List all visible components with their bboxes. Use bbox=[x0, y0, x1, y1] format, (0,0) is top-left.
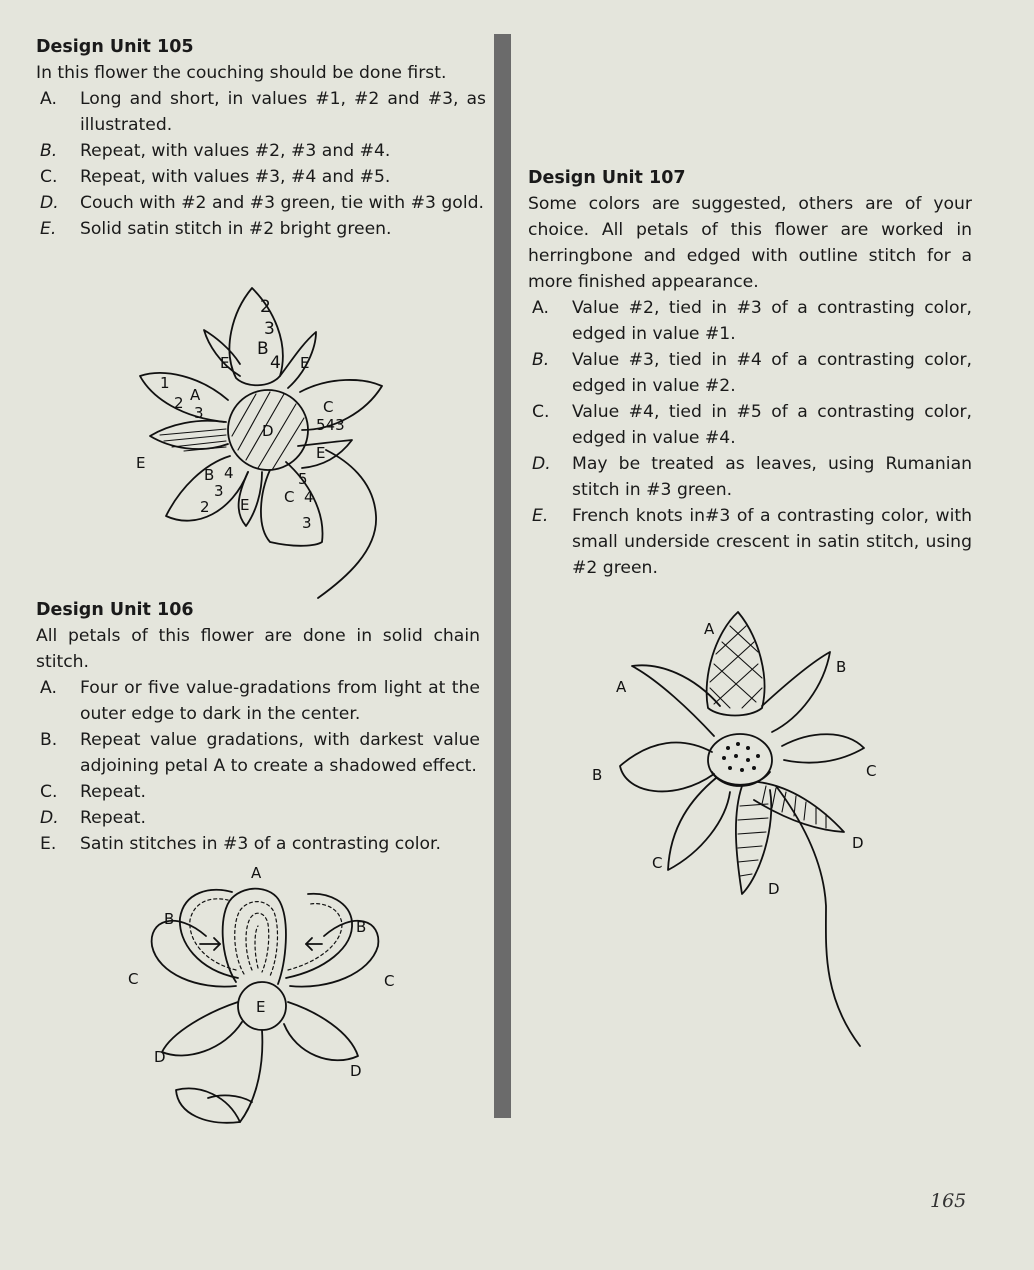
svg-text:E: E bbox=[300, 354, 310, 372]
list-item: D. May be treated as leaves, using Rumanian stitch in #3 green. bbox=[532, 454, 972, 500]
svg-text:5: 5 bbox=[298, 470, 308, 488]
svg-text:2: 2 bbox=[174, 394, 184, 412]
unit-106-intro: All petals of this flower are done in solid chain stitch. bbox=[36, 626, 480, 672]
svg-text:B: B bbox=[356, 918, 367, 936]
flower-105-illustration bbox=[120, 280, 400, 605]
svg-text:E: E bbox=[240, 496, 250, 514]
list-item: E. Satin stitches in #3 of a contrasting color. bbox=[40, 834, 441, 854]
design-unit-107 bbox=[528, 165, 972, 581]
list-item: B. Value #3, tied in #4 of a contrasting color, edged in value #2. bbox=[532, 350, 972, 396]
list-item: D. Couch with #2 and #3 green, tie with #3 gold. bbox=[40, 193, 484, 213]
svg-text:C: C bbox=[284, 488, 295, 506]
svg-text:2: 2 bbox=[260, 297, 271, 317]
svg-text:C: C bbox=[652, 854, 663, 872]
list-item: C. Repeat, with values #3, #4 and #5. bbox=[40, 167, 391, 187]
svg-text:B: B bbox=[204, 466, 215, 484]
svg-text:3: 3 bbox=[214, 482, 224, 500]
svg-text:4: 4 bbox=[224, 464, 234, 482]
unit-107-intro: Some colors are suggested, others are of your choice. All petals of this flower are worked in herringbone and edged with outline stitch for a more finished appearance. bbox=[528, 194, 972, 292]
svg-text:543: 543 bbox=[316, 416, 345, 434]
svg-text:A: A bbox=[704, 620, 715, 638]
svg-text:C: C bbox=[384, 972, 395, 990]
svg-text:C: C bbox=[866, 762, 877, 780]
unit-105-title: Design Unit 105 bbox=[36, 37, 194, 57]
svg-text:D: D bbox=[262, 422, 274, 440]
svg-text:3: 3 bbox=[194, 404, 204, 422]
svg-text:2: 2 bbox=[200, 498, 210, 516]
design-unit-106 bbox=[36, 597, 480, 857]
svg-text:C: C bbox=[128, 970, 139, 988]
svg-text:E: E bbox=[220, 354, 230, 372]
svg-text:D: D bbox=[154, 1048, 166, 1066]
svg-text:1: 1 bbox=[160, 374, 170, 392]
list-item: E. French knots in#3 of a contrasting color, with small underside crescent in satin stitch, using #2 green. bbox=[532, 506, 972, 578]
svg-text:3: 3 bbox=[264, 319, 275, 339]
svg-text:A: A bbox=[190, 386, 201, 404]
svg-text:B: B bbox=[164, 910, 175, 928]
list-item: A. Four or five value-gradations from light at the outer edge to dark in the center. bbox=[40, 678, 480, 724]
svg-text:A: A bbox=[251, 864, 262, 882]
svg-text:D: D bbox=[852, 834, 864, 852]
svg-text:E: E bbox=[316, 444, 326, 462]
list-item: A. Value #2, tied in #3 of a contrasting color, edged in value #1. bbox=[532, 298, 972, 344]
svg-text:A: A bbox=[616, 678, 627, 696]
list-item: C. Value #4, tied in #5 of a contrasting color, edged in value #4. bbox=[532, 402, 972, 448]
svg-text:B: B bbox=[257, 339, 269, 359]
svg-text:B: B bbox=[592, 766, 603, 784]
svg-text:D: D bbox=[350, 1062, 362, 1080]
list-item: B. Repeat value gradations, with darkest value adjoining petal A to create a shadowed effect. bbox=[40, 730, 480, 776]
list-item: A. Long and short, in values #1, #2 and #3, as illustrated. bbox=[40, 89, 486, 135]
svg-text:E: E bbox=[256, 998, 266, 1016]
flower-106-illustration bbox=[128, 862, 398, 1152]
flower-107-illustration bbox=[590, 606, 890, 1056]
svg-text:3: 3 bbox=[302, 514, 312, 532]
svg-text:C: C bbox=[323, 398, 334, 416]
unit-105-intro: In this flower the couching should be done first. bbox=[36, 63, 447, 83]
unit-107-list bbox=[528, 295, 972, 581]
unit-105-list bbox=[36, 86, 486, 242]
list-item: E. Solid satin stitch in #2 bright green. bbox=[40, 219, 392, 239]
svg-text:4: 4 bbox=[270, 353, 281, 373]
unit-107-title: Design Unit 107 bbox=[528, 168, 686, 188]
design-unit-105 bbox=[36, 34, 486, 242]
unit-106-list bbox=[36, 675, 480, 857]
page-number: 165 bbox=[930, 1190, 967, 1212]
column-divider bbox=[494, 34, 511, 1118]
svg-text:4: 4 bbox=[304, 488, 314, 506]
list-item: C. Repeat. bbox=[40, 782, 146, 802]
svg-text:B: B bbox=[836, 658, 847, 676]
svg-text:E: E bbox=[136, 454, 146, 472]
unit-106-title: Design Unit 106 bbox=[36, 600, 194, 620]
list-item: D. Repeat. bbox=[40, 808, 146, 828]
list-item: B. Repeat, with values #2, #3 and #4. bbox=[40, 141, 391, 161]
svg-text:D: D bbox=[768, 880, 780, 898]
